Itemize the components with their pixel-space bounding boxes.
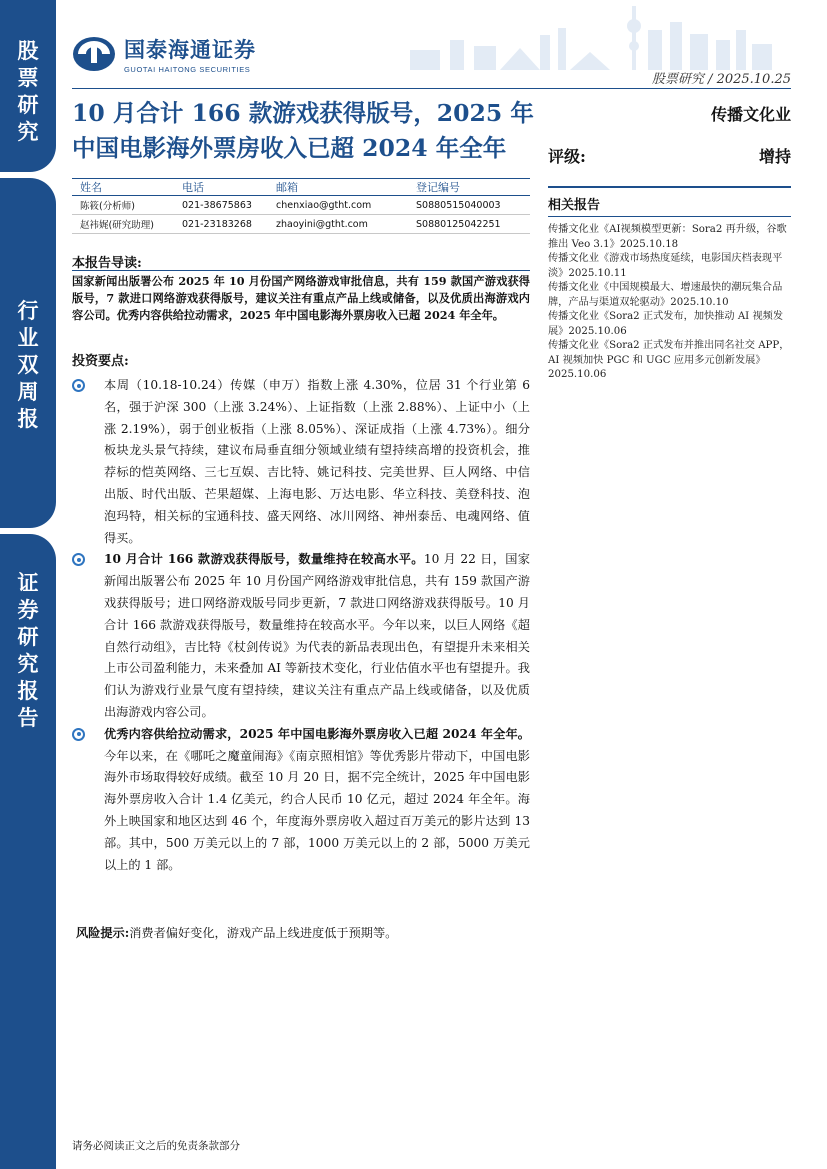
analyst-email[interactable]: chenxiao@gtht.com xyxy=(276,199,372,211)
list-item xyxy=(72,375,530,549)
list-item xyxy=(72,549,530,723)
point-lead: 优秀内容供给拉动需求，2025 年中国电影海外票房收入已超 2024 年全年。 xyxy=(104,726,530,741)
separator: / xyxy=(708,72,717,87)
left-sidebar xyxy=(0,0,56,1169)
risk-text: 消费者偏好变化，游戏产品上线进度低于预期等。 xyxy=(129,926,398,940)
analyst-name: 陈筱(分析师) xyxy=(80,201,135,212)
related-report-item[interactable]: 传播文化业《Sora2 正式发布，加快推动 AI 视频发展》2025.10.06 xyxy=(548,311,784,337)
industry-name: 传播文化业 xyxy=(710,105,791,124)
sidebar-label-bottom: 证券研究报告 xyxy=(17,571,39,730)
point-lead: 10 月合计 166 款游戏获得版号，数量维持在较高水平。 xyxy=(104,552,424,567)
sidebar-label-top: 股票研究 xyxy=(17,39,39,144)
risk-warning xyxy=(76,924,397,941)
point-text: 今年以来，在《哪吒之魔童闹海》《南京照相馆》等优秀影片带动下，中国电影海外市场取得较好成绩。截至 10 月 20 日，据不完全统计，2025 年中国电影海外票房收入合计 1.4 亿美元，约合人民币 10 亿元，超过 2024 年全年。海外上映国家和地区达到 46 个，年度海外票房收入超过百万美元的影片达到 13 部。其中，500 万美元以上的 7 部，1000 万美元以上的 2 部，5000 万美元以上的 1 部。 xyxy=(104,748,530,872)
list-item xyxy=(72,724,530,877)
table-row xyxy=(72,215,530,234)
header-reg: 登记编号 xyxy=(416,181,460,194)
risk-label: 风险提示: xyxy=(76,926,130,940)
logo-mark-icon xyxy=(72,36,116,72)
guide-text: 国家新闻出版署公布 2025 年 10 月份国产网络游戏审批信息，共有 159 款国产游戏获得版号，7 款进口网络游戏获得版号，建议关注有重点产品上线或储备，以及优质出海游戏内容公司。优秀内容供给拉动需求，2025 年中国电影海外票房收入已超 2024 年全年。 xyxy=(72,274,530,322)
related-report-item[interactable]: 传播文化业《游戏市场热度延续，电影国庆档表现平淡》2025.10.11 xyxy=(548,253,783,279)
related-reports-title: 相关报告 xyxy=(548,186,791,217)
analyst-name: 赵祎娓(研究助理) xyxy=(80,220,154,231)
points-heading: 投资要点: xyxy=(72,354,129,369)
related-report-item[interactable]: 传播文化业《AI视频模型更新：Sora2 再升级，谷歌推出 Veo 3.1》2025.10.18 xyxy=(548,224,787,250)
sidebar-section-report-type xyxy=(0,178,56,528)
related-reports xyxy=(548,186,791,383)
point-text: 本周（10.18-10.24）传媒（申万）指数上涨 4.30%，位居 31 个行业第 6 名，强于沪深 300（上涨 3.24%）、上证指数（上涨 2.88%）、上证中小（上涨 2.19%），弱于创业板指（上涨 8.05%）、深证成指（上涨 4.73%）。细分板块龙头景气持续，建议布局垂直细分领域业绩有望持续高增的投资机会，推荐标的恺英网络、三七互娱、吉比特、姚记科技、完美世界、巨人网络、中信出版、时代出版、芒果超媒、上海电影、万达电影、华立科技、美登科技、泡泡玛特，相关标的宝通科技、盛天网络、冰川网络、神州泰岳、电魂网络、值得买。 xyxy=(104,378,530,545)
analyst-phone: 021-38675863 xyxy=(182,199,252,211)
city-skyline-watermark xyxy=(390,0,790,70)
analyst-table xyxy=(72,178,530,234)
report-type-date xyxy=(652,68,791,87)
logo-chinese-name: 国泰海通证券 xyxy=(124,38,256,62)
rating xyxy=(548,144,791,167)
analyst-table-header xyxy=(72,178,530,196)
report-type: 股票研究 xyxy=(651,72,704,87)
guide-divider xyxy=(72,270,530,271)
bullet-icon xyxy=(72,553,85,566)
analyst-email[interactable]: zhaoyini@gtht.com xyxy=(276,218,368,230)
disclaimer-footer: 请务必阅读正文之后的免责条款部分 xyxy=(72,1140,240,1152)
analyst-reg: S0880125042251 xyxy=(416,218,501,230)
related-report-item[interactable]: 传播文化业《Sora2 正式发布并推出同名社交 APP，AI 视频加快 PGC 和 UGC 应用多元创新发展》2025.10.06 xyxy=(548,340,790,380)
sidebar-section-securities-report xyxy=(0,534,56,1169)
guide-heading: 本报告导读: xyxy=(72,256,142,271)
investment-points xyxy=(72,375,530,876)
report-title xyxy=(72,96,542,166)
sidebar-section-stock-research xyxy=(0,0,56,172)
analyst-reg: S0880515040003 xyxy=(416,199,501,211)
bullet-icon xyxy=(72,379,85,392)
bullet-icon xyxy=(72,728,85,741)
title-line-1: 10 月合计 166 款游戏获得版号，2025 年 xyxy=(72,99,534,127)
header-name: 姓名 xyxy=(80,181,102,194)
related-report-item[interactable]: 传播文化业《中国规模最大、增速最快的潮玩集合品牌，产品与渠道双轮驱动》2025.10.10 xyxy=(548,282,783,308)
point-text: 10 月 22 日，国家新闻出版署公布 2025 年 10 月份国产网络游戏审批信息，共有 159 款国产游戏获得版号；进口网络游戏版号同步更新，7 款进口网络游戏获得版号。10 月合计 166 款游戏获得版号，数量维持在较高水平。今年以来，以巨人网络《超自然行动组》，吉比特《杖剑传说》为代表的新品表现出色，有望提升未来相关上市公司盈利能力，未来叠加 AI 等新技术变化，行业估值水平也有望提升。我们认为游戏行业景气度有望持续，建议关注有重点产品上线或储备，以及优质出海游戏内容公司。 xyxy=(104,552,530,719)
company-logo xyxy=(72,34,256,74)
rating-value: 增持 xyxy=(758,147,791,166)
header-email: 邮箱 xyxy=(276,181,298,194)
sidebar-label-middle: 行业双周报 xyxy=(17,299,39,431)
logo-english-name: GUOTAI HAITONG SECURITIES xyxy=(124,65,251,74)
rating-label: 评级: xyxy=(548,147,586,166)
header-phone: 电话 xyxy=(182,181,204,194)
report-date: 2025.10.25 xyxy=(716,72,791,87)
title-line-2: 中国电影海外票房收入已超 2024 年全年 xyxy=(72,134,507,162)
analyst-phone: 021-23183268 xyxy=(182,218,252,230)
header-divider xyxy=(72,88,791,89)
table-row xyxy=(72,196,530,215)
